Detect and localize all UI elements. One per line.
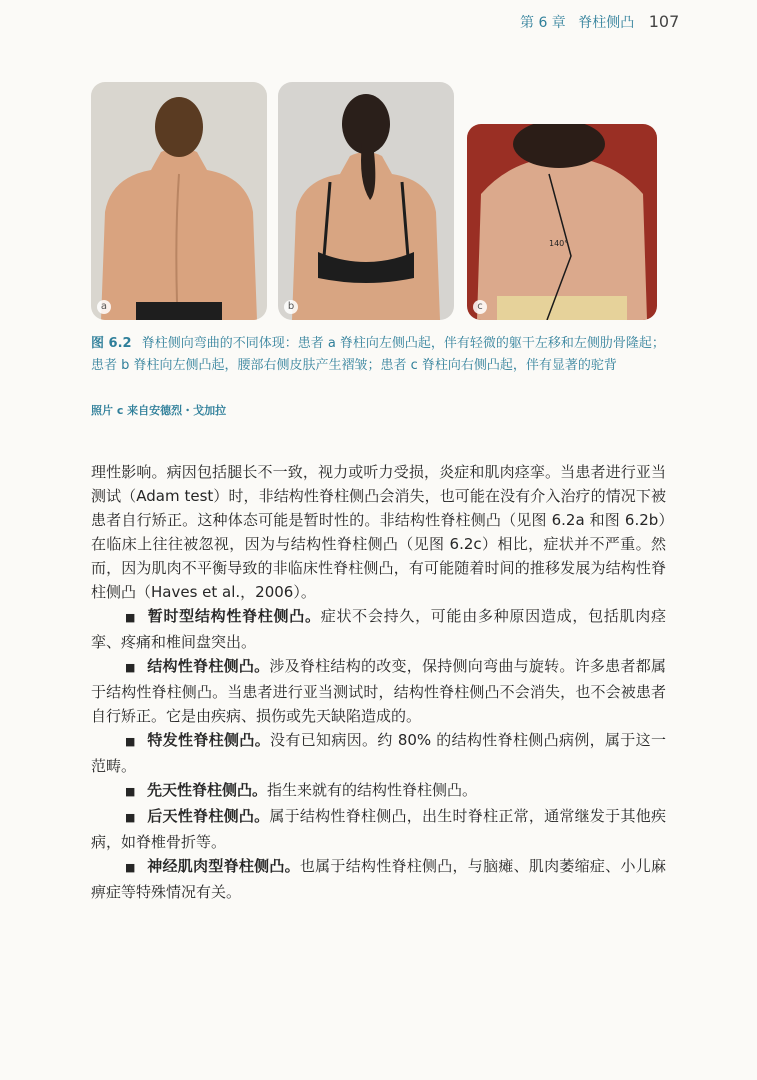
chapter-title: 脊柱侧凸 — [578, 15, 635, 31]
angle-label: 140° — [549, 239, 569, 248]
bullet-text: 症状不会持久，可能由多种原因造成，包括肌肉痉挛、疼痛和椎间盘突出。 — [91, 607, 666, 651]
bullet-item — [91, 854, 666, 904]
bullet-text: 没有已知病因。约 80% 的结构性脊柱侧凸病例，属于这一范畴。 — [91, 731, 666, 775]
body-text — [91, 460, 666, 904]
bullet-mark: ■ — [125, 811, 136, 824]
bullet-text: 涉及脊柱结构的改变，保持侧向弯曲与旋转。许多患者都属于结构性脊柱侧凸。当患者进行亚当测试时，结构性脊柱侧凸不会消失，也不会被患者自行矫正。它是由疾病、损伤或先天缺陷造成的。 — [91, 657, 666, 725]
bullet-mark: ■ — [125, 661, 136, 674]
chapter-label: 第 6 章 — [520, 15, 566, 31]
photo-patient-a — [91, 82, 267, 320]
bullet-term: 神经肌肉型脊柱侧凸。 — [147, 857, 300, 875]
figure-caption-text: 脊柱侧向弯曲的不同体现：患者 a 脊柱向左侧凸起，伴有轻微的躯干左移和左侧肋骨隆起；患者 b 脊柱向左侧凸起，腰部右侧皮肤产生褶皱；患者 c 脊柱向右侧凸起，伴有显著的驼背 — [91, 336, 665, 373]
bullet-text: 属于结构性脊柱侧凸，出生时脊柱正常，通常继发于其他疾病，如脊椎骨折等。 — [91, 807, 666, 851]
photo-a-illustration — [91, 82, 267, 320]
bullet-item — [91, 804, 666, 854]
bullet-text: 也属于结构性脊柱侧凸，与脑瘫、肌肉萎缩症、小儿麻痹症等特殊情况有关。 — [91, 857, 666, 901]
photo-patient-c — [467, 124, 657, 320]
bullet-item — [91, 654, 666, 728]
photo-letter-b: b — [284, 300, 298, 314]
photo-c-illustration — [467, 124, 657, 320]
body-paragraph: 理性影响。病因包括腿长不一致，视力或听力受损，炎症和肌肉痉挛。当患者进行亚当测试（Adam test）时，非结构性脊柱侧凸会消失，也可能在没有介入治疗的情况下被患者自行矫正。这种体态可能是暂时性的。非结构性脊柱侧凸（见图 6.2a 和图 6.2b）在临床上往往被忽视，因为与结构性脊柱侧凸（见图 6.2c）相比，症状并不严重。然而，因为肌肉不平衡导致的非临床性脊柱侧凸，有可能随着时间的推移发展为结构性脊柱侧凸（Haves et al.，2006）。 — [91, 463, 666, 601]
bullet-mark: ■ — [125, 735, 136, 748]
photo-patient-b — [278, 82, 454, 320]
bullet-mark: ■ — [125, 611, 136, 624]
photo-letter-a: a — [97, 300, 111, 314]
figure-caption — [91, 333, 671, 377]
bullet-term: 先天性脊柱侧凸。 — [147, 781, 268, 799]
page-number: 107 — [648, 12, 680, 31]
figure-credit: 照片 c 来自安德烈・戈加拉 — [91, 404, 227, 417]
bullet-mark: ■ — [125, 861, 136, 874]
bullet-text: 指生来就有的结构性脊柱侧凸。 — [267, 781, 478, 799]
bullet-term: 结构性脊柱侧凸。 — [147, 657, 270, 675]
photo-letter-c: c — [473, 300, 487, 314]
bullet-term: 特发性脊柱侧凸。 — [147, 731, 271, 749]
bullet-mark: ■ — [125, 785, 136, 798]
photo-b-illustration — [278, 82, 454, 320]
figure-label: 图 6.2 — [91, 336, 132, 351]
bullet-term: 后天性脊柱侧凸。 — [147, 807, 270, 825]
running-head — [520, 12, 720, 32]
bullet-item — [91, 728, 666, 778]
bullet-term: 暂时型结构性脊柱侧凸。 — [147, 607, 321, 625]
bullet-item — [91, 604, 666, 654]
bullet-item — [91, 778, 666, 804]
